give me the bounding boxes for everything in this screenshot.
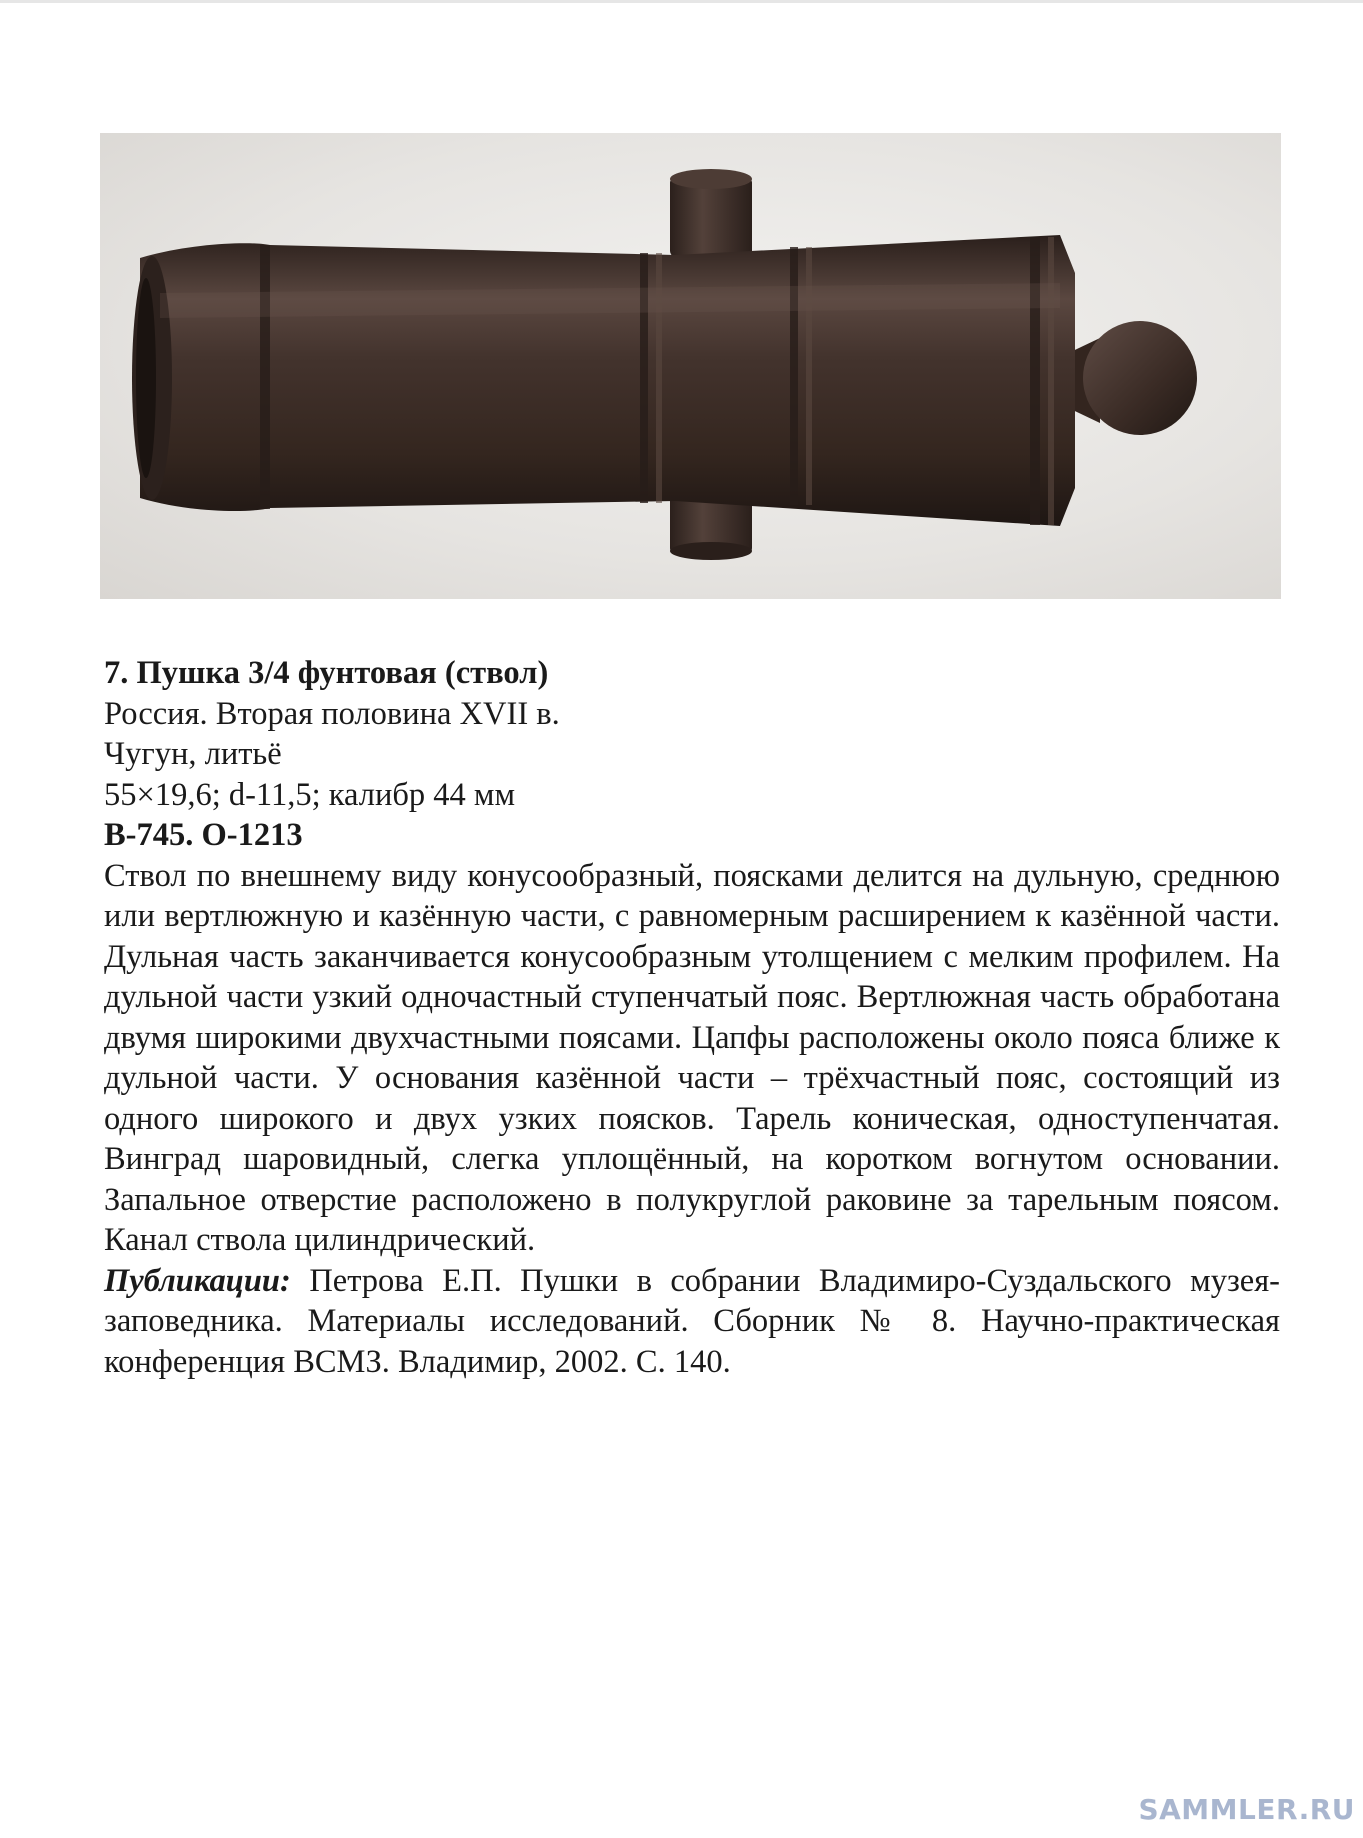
cannon-photo [100, 133, 1281, 599]
top-rule [0, 0, 1363, 3]
entry-dimensions: 55×19,6; d-11,5; калибр 44 мм [104, 776, 516, 813]
cannon-barrel-illustration [100, 133, 1281, 599]
entry-origin: Россия. Вторая половина XVII в. [104, 695, 560, 732]
entry-title: 7. Пушка 3/4 фунтовая (ствол) [104, 655, 549, 691]
catalog-entry [104, 653, 1280, 1382]
entry-description: Ствол по внешнему виду конусообразный, поясками делится на дульную, среднюю или вертлюжную и казённую части, с равномерным расширением к казённой части. Дульная часть заканчивается конусообразным утолщением с мелким профилем. На дульной части узкий одночастный ступенчатый пояс. Вертлюжная часть обработана двумя широкими двухчастными поясами. Цапфы расположены около пояса ближе к дульной части. У основания казённой части – трёхчастный пояс, состоящий из одного широкого и двух узких поясков. Тарель коническая, одноступенчатая. Винград шаровидный, слегка уплощённый, на коротком вогнутом основании. Запальное отверстие расположено в полукруглой раковине за тарельным поясом. Канал ствола цилиндрический. [104, 857, 1280, 1258]
entry-inventory: В-745. О-1213 [104, 817, 303, 853]
entry-material: Чугун, литьё [104, 736, 282, 772]
site-watermark: SAMMLER.RU [1138, 1793, 1355, 1826]
publications-text: Петрова Е.П. Пушки в собрании Владимиро-Суздальского музея-заповедника. Материалы исследований. Сборник № 8. Научно-практическая конференция ВСМЗ. Владимир, 2002. С. 140. [104, 1262, 1281, 1380]
entry-publications [104, 1261, 1280, 1383]
publications-label: Публикации: [104, 1262, 291, 1299]
